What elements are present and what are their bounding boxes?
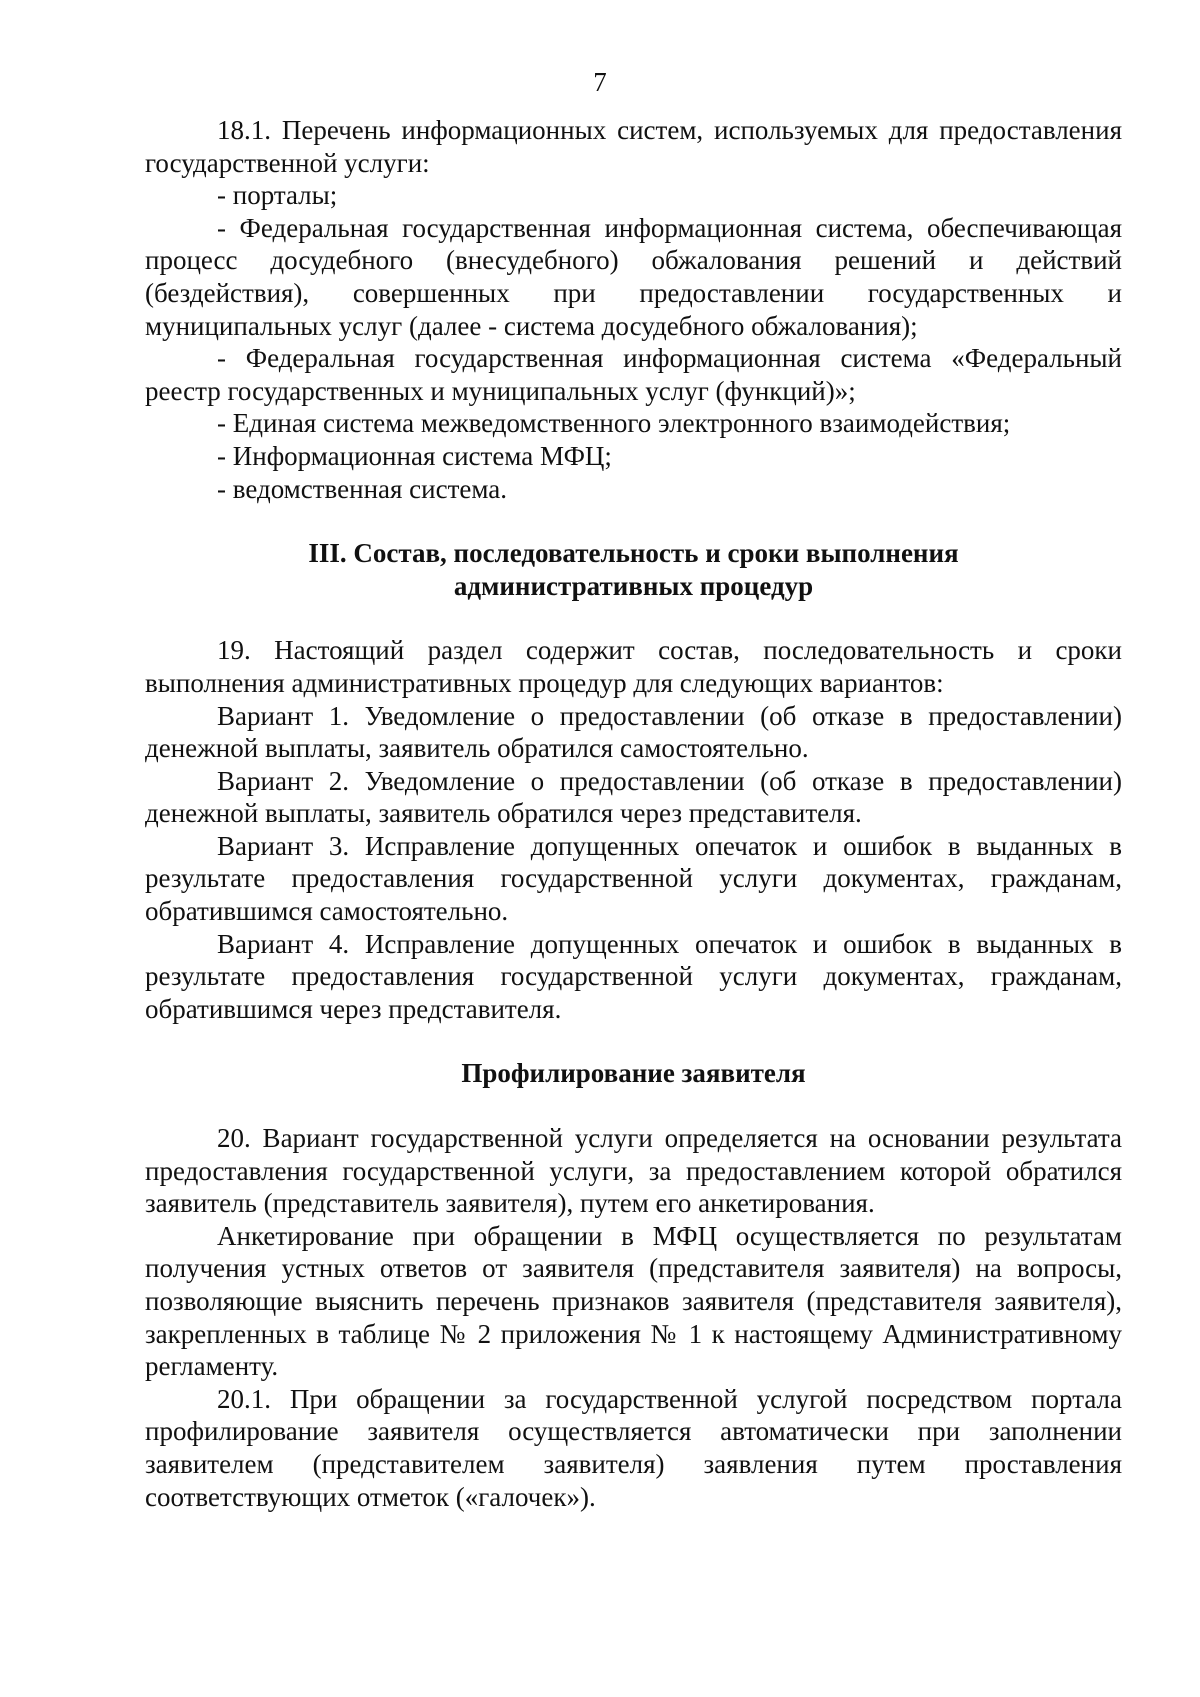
list-item: - Единая система межведомственного электронного взаимодействия;	[217, 408, 1011, 439]
section-heading-line: Профилирование заявителя	[461, 1058, 806, 1089]
page-number: 7	[593, 67, 607, 97]
paragraph: 18.1. Перечень информационных систем, используемых для предоставления государственной услуги:	[145, 115, 1122, 178]
list-item: - Федеральная государственная информационная система, обеспечивающая процесс досудебного (внесудебного) обжалования решений и действий (бездействия), совершенных при предоставлении государственных и муниципальных услуг (далее - система досудебного обжалования);	[145, 212, 1122, 341]
section-heading-line: III. Состав, последовательность и сроки выполнения	[308, 538, 959, 569]
section-spacer	[145, 505, 1122, 537]
list-item: - Федеральная государственная информационная система «Федеральный реестр государственных и муниципальных услуг (функций)»;	[145, 343, 1122, 406]
paragraph: Вариант 3. Исправление допущенных опечаток и ошибок в выданных в результате предоставления государственной услуги документах, гражданам, обратившимся самостоятельно.	[145, 830, 1122, 927]
paragraph: Вариант 1. Уведомление о предоставлении (об отказе в предоставлении) денежной выплаты, заявитель обратился самостоятельно.	[145, 700, 1122, 764]
section-spacer	[145, 602, 1122, 634]
section-heading-line: административных процедур	[453, 570, 814, 601]
paragraph: Анкетирование при обращении в МФЦ осуществляется по результатам получения устных ответов от заявителя (представителя заявителя) на вопросы, позволяющие выяснить перечень признаков заявителя (представителя заявителя), закрепленных в таблице № 2 приложения № 1 к настоящему Административному регламенту.	[145, 1220, 1122, 1382]
section-heading	[145, 537, 1122, 602]
paragraph: Вариант 2. Уведомление о предоставлении (об отказе в предоставлении) денежной выплаты, заявитель обратился через представителя.	[145, 765, 1122, 829]
document-body	[145, 114, 1122, 1513]
section-spacer	[145, 1090, 1122, 1122]
list-item: - Информационная система МФЦ;	[217, 440, 612, 471]
list-item: - ведомственная система.	[217, 473, 508, 504]
paragraph: 20.1. При обращении за государственной услугой посредством портала профилирование заявителя осуществляется автоматически при заполнении заявителем (представителем заявителя) заявления путем проставления соответствующих отметок («галочек»).	[145, 1383, 1122, 1512]
list-item: - порталы;	[217, 180, 338, 211]
paragraph: 20. Вариант государственной услуги определяется на основании результата предоставления государственной услуги, за предоставлением которой обратился заявитель (представитель заявителя), путем его анкетирования.	[145, 1123, 1122, 1219]
section-spacer	[145, 1025, 1122, 1057]
section-heading	[145, 1057, 1122, 1090]
paragraph: 19. Настоящий раздел содержит состав, последовательность и сроки выполнения административных процедур для следующих вариантов:	[145, 635, 1122, 698]
paragraph: Вариант 4. Исправление допущенных опечаток и ошибок в выданных в результате предоставления государственной услуги документах, гражданам, обратившимся через представителя.	[145, 928, 1122, 1024]
